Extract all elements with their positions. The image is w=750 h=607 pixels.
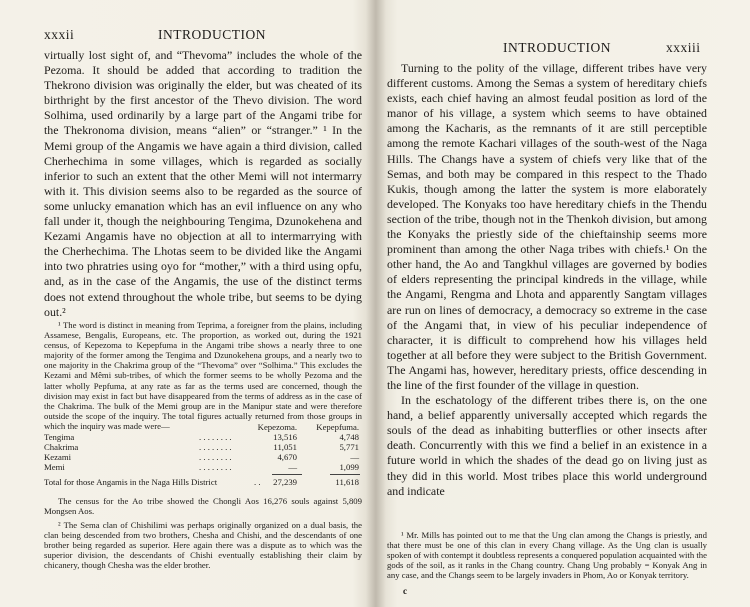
table-row <box>44 462 359 472</box>
total-label: Total for those Angamis in the Naga Hills District <box>44 477 218 487</box>
signature-mark: c <box>403 586 407 596</box>
left-body-text <box>44 48 362 320</box>
row-kepezoma: 11,051 <box>273 442 297 452</box>
table-row <box>44 442 359 452</box>
row-label: Memi <box>44 462 65 472</box>
census-note <box>44 496 362 516</box>
census-note-text: The census for the Ao tribe showed the Chongli Aos 16,276 souls against 5,809 Mongsen Aos. <box>44 496 362 517</box>
right-body-text <box>387 61 707 499</box>
table-row <box>44 452 359 462</box>
right-paragraph-2: In the eschatology of the different tribes there is, on the one hand, a belief apparently universally accepted which regards the souls of the dead as inhabiting butterflies or other insects after death. Concurrently with this we find a belief in an existence in a future world in which the shades of the dead go on living just as they did in this world. Most tribes place this world underground and indicate <box>387 393 707 498</box>
left-footnote-2 <box>44 520 362 570</box>
row-kepezoma: 13,516 <box>273 432 297 442</box>
left-page-number: xxxii <box>44 27 75 42</box>
left-footnote-1 <box>44 320 362 431</box>
right-paragraph-1: Turning to the polity of the village, different tribes have very different customs. Among the Semas a system of hereditary chiefs exists, each chief having an almost feudal position as lord of the manor of his village, a system which seems to have obtained among the Kacharis, as the remnants of it are still perceptible among the remote Kachari villages of the south-west of the Naga Hills. The Changs have a system of chiefs very like that of the Semas, and both may be compared in this respect to the Thado Kukis, though among the latter the system is more elaborately developed. The Konyaks too have hereditary chiefs in the Thendu section of the tribe, though not in the Thenkoh division, but among the Konyaks the priestly side of the chieftainship seems more prominent than among the other Naga tribes with chiefs.¹ On the other hand, the Ao and Tangkhul villages are governed by bodies of elders representing the principal kindreds in the village, while the Angami, Rengma and Lhota and apparently Sangtam villages are run on lines of democracy, a democracy so extreme in the case of the Angami that, in view of his peculiar independence of character, it is difficult to comprehend how his villages held together at all before they were subject to the British Government. The Angami has, however, hereditary priests, office descending in the line of the first founder of the village in question. <box>387 61 707 392</box>
right-page <box>375 0 750 607</box>
row-kepepfuma: 1,099 <box>339 462 359 472</box>
table-row <box>44 432 359 442</box>
left-footnote-1-text: ¹ The word is distinct in meaning from Teprima, a foreigner from the plains, including Assamese, Bengalis, Europeans, etc. The proportion, as worked out, during the 1921 census, of Kepezoma to Kepepfuma in the Angami tribe shows a nearly three to one majority of the former among the Tengima and Dzunokehena groups, and a nearly two to one majority in the Chakrima group of the “Thevoma” over “Solhima.” This excludes the Kezami and Mêmi sub-tribes, of which the former seems to be wholly Pezoma and the latter wholly Pepfuma, at any rate as far as the terms used are concerned, though the division may exist in fact but have disappeared from the terms of address as in the case of the Chakrima. The bulk of the Memi group are in the Manipur state and were therefore outside the scope of the inquiry. The total figures actually returned from those groups in which the inquiry was made were— <box>44 320 362 431</box>
row-label: Chakrima <box>44 442 79 452</box>
row-label: Kezami <box>44 452 72 462</box>
right-page-number: xxxiii <box>666 40 701 55</box>
right-footnote-1-text: ¹ Mr. Mills has pointed out to me that the Ung clan among the Changs is priestly, and that there must be one of this clan in every Chang village. As the Ung clan is usually spoken of with contempt it doubtless represents a conquered population acquainted with the gods of the soil, as it ranks in the Chang country. Chang Ung probably = Konyak Ang in any case, and the Changs seem to be largely invaders in Phom, Ao or Konyak territory. <box>387 530 707 581</box>
total-leader-dots: . . <box>254 477 261 487</box>
total-kepepfuma: 11,618 <box>335 477 359 487</box>
left-body-paragraph: virtually lost sight of, and “Thevoma” includes the whole of the Pezoma. It should be added that according to tradition the Thekrono division was originally the elder, but was cheated of its birthright by the first ancestor of the Thevo division. The word Solhima, used ordinarily by a large part of the Angami tribe for the Thekronoma division, means “alien” or “stranger.” ¹ In the Memi group of the Angamis we have again a third division, called Cherhechima in some villages, which is regarded as socially inferior to such an extent that the other Memi will not intermarry with it. This division seems also to be regarded as the source of some unlucky emanation which has an evil influence on any who fall under it, though the neighbouring Tengima, Dzunokehena and Kezami Angamis have no objection at all to intermarrying with the Cherhechima. The Lhotas seem to be divided like the Angami into two phratries using oyo for “mother,” with a third using opfu, and, as in the case of the Angamis, the use of the distinct terms does not extend throughout the whole tribe, but seems to be dying out.² <box>44 48 362 319</box>
col-header-kepezoma: Kepezoma. <box>257 422 297 432</box>
left-running-head: INTRODUCTION <box>158 27 266 42</box>
census-table-header <box>44 422 359 432</box>
total-kepezoma: 27,239 <box>273 477 297 487</box>
row-leader-dots: . . . . . . . . <box>199 432 232 442</box>
table-total-row <box>44 477 359 487</box>
row-kepezoma: 4,670 <box>277 452 297 462</box>
row-kepezoma: — <box>288 462 297 472</box>
row-kepepfuma: 4,748 <box>339 432 359 442</box>
census-table <box>44 422 362 497</box>
row-leader-dots: . . . . . . . . <box>199 442 232 452</box>
row-kepepfuma: — <box>350 452 359 462</box>
row-kepepfuma: 5,771 <box>339 442 359 452</box>
col-header-kepepfuma: Kepepfuma. <box>316 422 359 432</box>
row-label: Tengima <box>44 432 75 442</box>
row-leader-dots: . . . . . . . . <box>199 462 232 472</box>
right-footnote-1 <box>387 530 707 580</box>
right-running-head: INTRODUCTION <box>503 40 611 55</box>
sum-rule-kepepfuma <box>330 474 360 475</box>
sum-rule-kepezoma <box>272 474 302 475</box>
row-leader-dots: . . . . . . . . <box>199 452 232 462</box>
left-footnote-2-text: ² The Sema clan of Chishilimi was perhaps originally organized on a dual basis, the clan being descended from two brothers, Chesha and Chishi, and the descendants of one brother being regarded as superior. Here again there was a dispute as to which was the superior division, the descendants of Chishi eventually establishing their claim by chicanery, though Chesha was the elder brother. <box>44 520 362 571</box>
